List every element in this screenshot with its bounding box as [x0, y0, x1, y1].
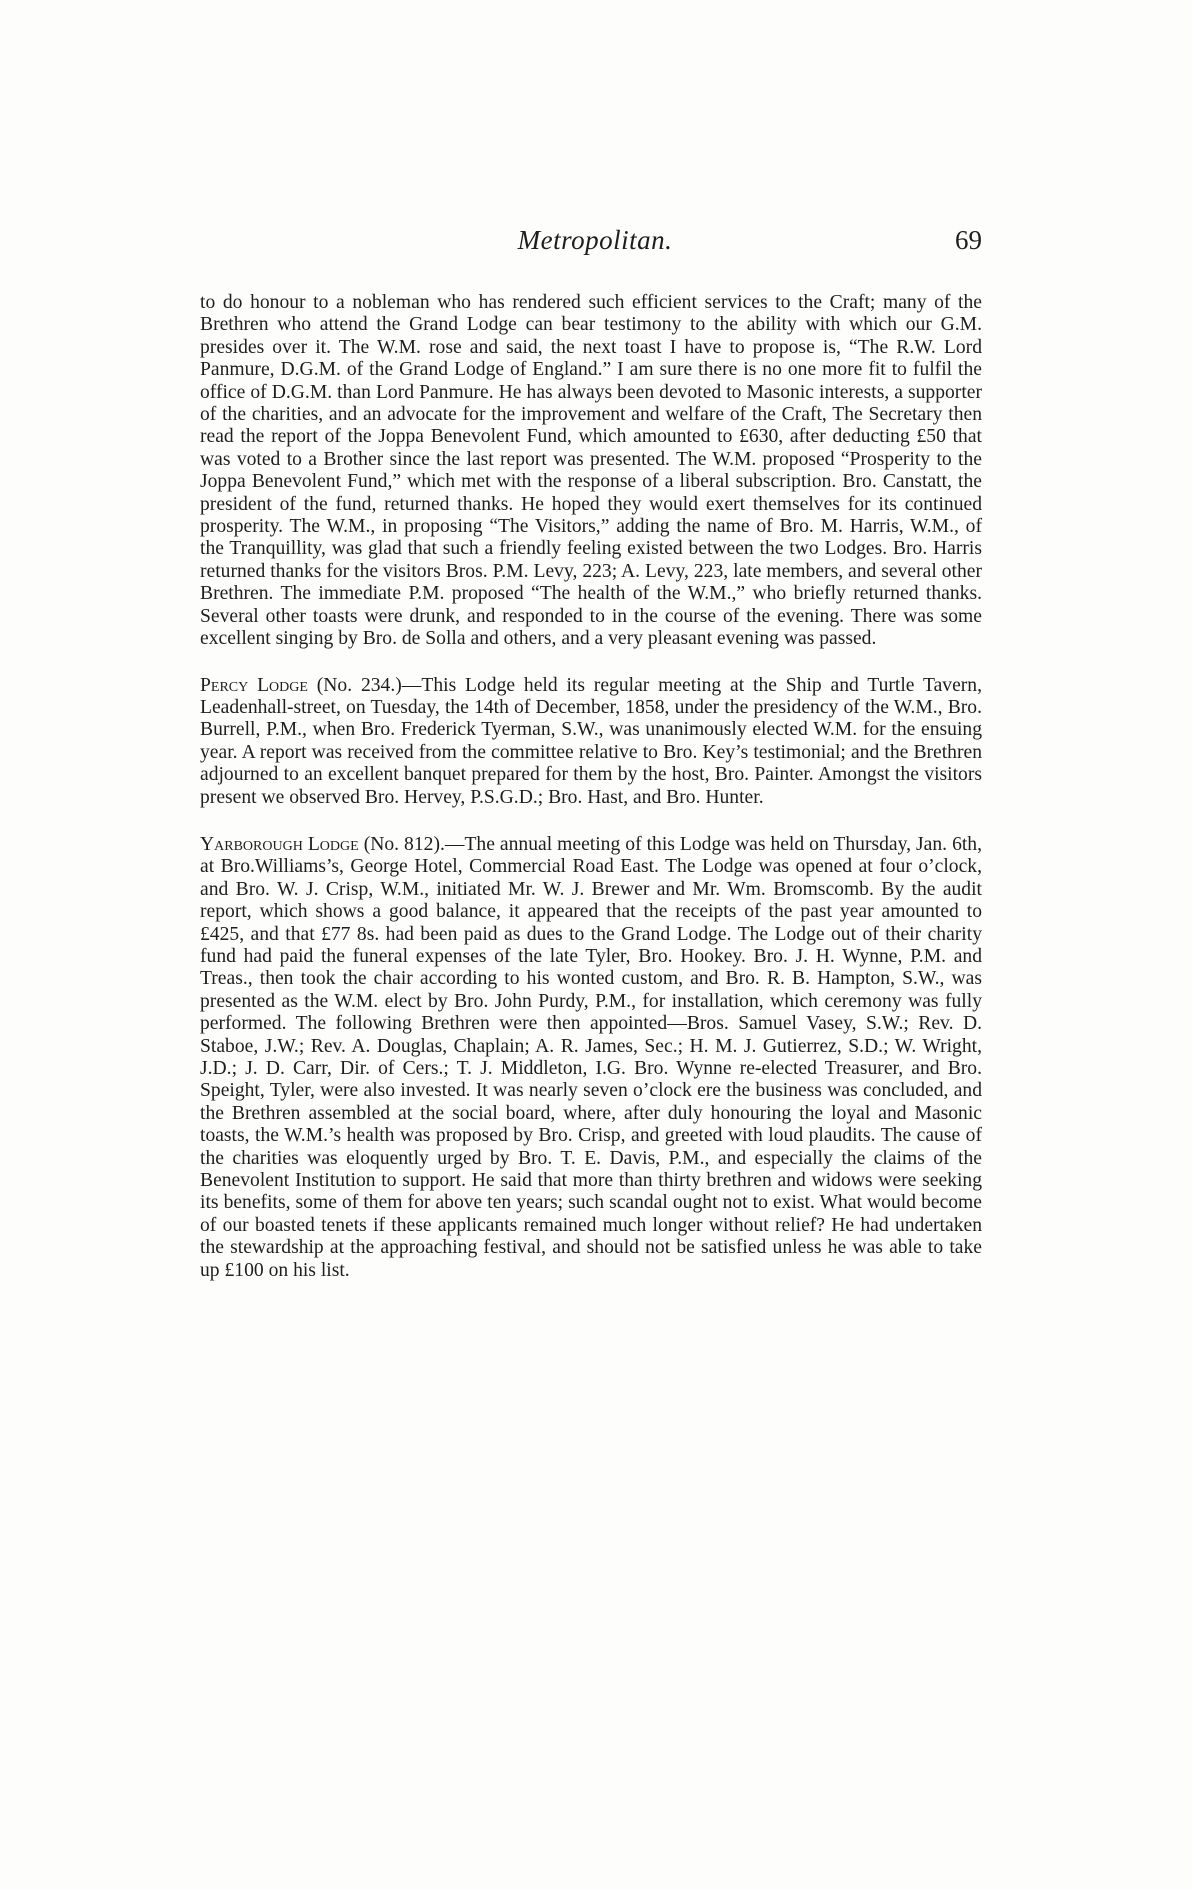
- paragraph-joppa-lodge-continued: [200, 292, 982, 651]
- lodge-heading: Percy Lodge: [200, 674, 308, 696]
- body-text: [200, 292, 982, 1282]
- paragraph-text: (No. 812).—The annual meeting of this Lodge was held on Thursday, Jan. 6th, at Bro.Williams’s, George Hotel, Commercial Road East. The Lodge was opened at four o’clock, and Bro. W. J. Crisp, W.M., initiated Mr. W. J. Brewer and Mr. Wm. Bromscomb. By the audit report, which shows a good balance, it appeared that the receipts of the past year amounted to £425, and that £77 8s. had been paid as dues to the Grand Lodge. The Lodge out of their charity fund had paid the funeral expenses of the late Tyler, Bro. Hookey. Bro. J. H. Wynne, P.M. and Treas., then took the chair according to his wonted custom, and Bro. R. B. Hampton, S.W., was presented as the W.M. elect by Bro. John Purdy, P.M., for installation, which ceremony was fully performed. The following Brethren were then appointed—Bros. Samuel Vasey, S.W.; Rev. D. Staboe, J.W.; Rev. A. Douglas, Chaplain; A. R. James, Sec.; H. M. J. Gutierrez, S.D.; W. Wright, J.D.; J. D. Carr, Dir. of Cers.; T. J. Middleton, I.G. Bro. Wynne re-elected Treasurer, and Bro. Speight, Tyler, were also invested. It was nearly seven o’clock ere the business was concluded, and the Brethren assembled at the social board, where, after duly honouring the loyal and Masonic toasts, the W.M.’s health was proposed by Bro. Crisp, and greeted with loud plaudits. The cause of the charities was eloquently urged by Bro. T. E. Davis, P.M., and especially the claims of the Benevolent Institution to support. He said that more than thirty brethren and widows were seeking its benefits, some of them for above ten years; such scandal ought not to exist. What would become of our boasted tenets if these applicants remained much longer without relief? He had undertaken the stewardship at the approaching festival, and should not be satisfied unless he was able to take up £100 on his list.: [200, 833, 982, 1281]
- paragraph-yarborough-lodge: [200, 834, 982, 1282]
- page-number: 69: [955, 225, 982, 255]
- paragraph-text: to do honour to a nobleman who has rendered such efficient services to the Craft; many of the Brethren who attend the Grand Lodge can bear testimony to the ability with which our G.M. presides over it. The W.M. rose and said, the next toast I have to propose is, “The R.W. Lord Panmure, D.G.M. of the Grand Lodge of England.” I am sure there is no one more fit to fulfil the office of D.G.M. than Lord Panmure. He has always been devoted to Masonic interests, a supporter of the charities, and an advocate for the improvement and welfare of the Craft, The Secretary then read the report of the Joppa Benevolent Fund, which amounted to £630, after deducting £50 that was voted to a Brother since the last report was presented. The W.M. proposed “Prosperity to the Joppa Benevolent Fund,” which met with the response of a liberal subscription. Bro. Canstatt, the president of the fund, returned thanks. He hoped they would exert themselves for its continued prosperity. The W.M., in proposing “The Visitors,” adding the name of Bro. M. Harris, W.M., of the Tranquillity, was glad that such a friendly feeling existed between the two Lodges. Bro. Harris returned thanks for the visitors Bros. P.M. Levy, 223; A. Levy, 223, late members, and several other Brethren. The immediate P.M. proposed “The health of the W.M.,” who briefly returned thanks. Several other toasts were drunk, and responded to in the course of the evening. There was some excellent singing by Bro. de Solla and others, and a very pleasant evening was passed.: [200, 292, 982, 650]
- running-header: [200, 225, 990, 265]
- paragraph-text: (No. 234.)—This Lodge held its regular meeting at the Ship and Turtle Tavern, Leadenhall-street, on Tuesday, the 14th of December, 1858, under the presidency of the W.M., Bro. Burrell, P.M., when Bro. Frederick Tyerman, S.W., was unanimously elected W.M. for the ensuing year. A report was received from the committee relative to Bro. Key’s testimonial; and the Brethren adjourned to an excellent banquet prepared for them by the host, Bro. Painter. Amongst the visitors present we observed Bro. Hervey, P.S.G.D.; Bro. Hast, and Bro. Hunter.: [200, 674, 982, 808]
- lodge-heading: Yarborough Lodge: [200, 833, 359, 855]
- paragraph-percy-lodge: [200, 675, 982, 809]
- running-title: Metropolitan.: [517, 225, 673, 255]
